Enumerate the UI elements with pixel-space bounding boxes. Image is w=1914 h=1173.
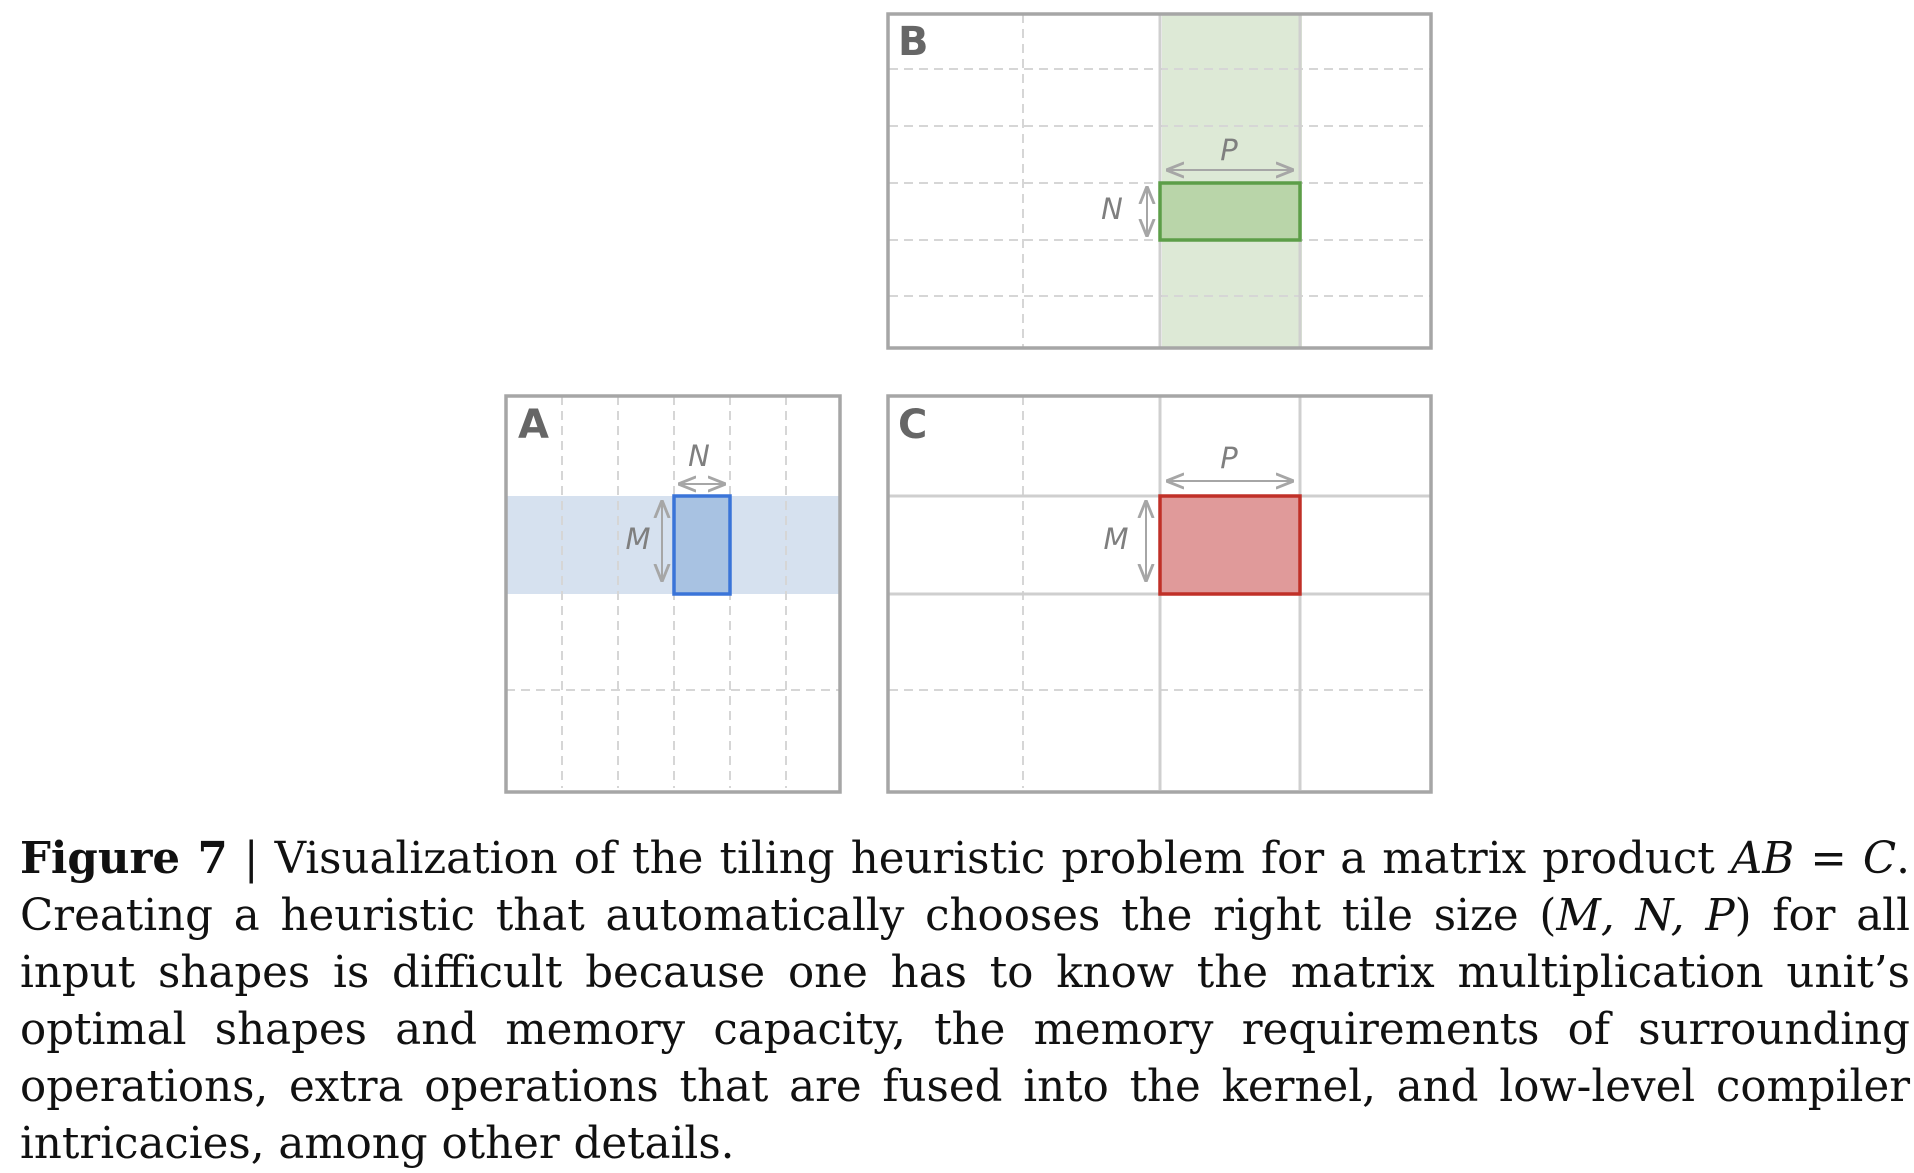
figure-number: Figure 7 xyxy=(20,833,228,884)
matrix-a-m-label: M xyxy=(625,522,651,556)
caption-equation: AB = C xyxy=(1730,834,1897,884)
caption-text-3: ) for all input shapes is difficult because one has to know the matrix multiplication unit’s optimal shapes and memory capacity, the memory requirements of surrounding operations, extra operations that are fused into the kernel, and low-level compiler intricacies, among other details. xyxy=(20,891,1911,1169)
matrix-c-tile xyxy=(1160,496,1300,594)
matrix-b-tile xyxy=(1160,183,1300,240)
matrix-b-n-label: N xyxy=(1101,192,1123,226)
caption-separator: | xyxy=(227,834,275,884)
caption-text-1: Visualization of the tiling heuristic problem for a matrix product xyxy=(274,834,1731,884)
matrix-a-n-label: N xyxy=(688,439,710,473)
matrix-b-p-label: P xyxy=(1220,133,1238,167)
caption-tile-size: M, N, P xyxy=(1556,891,1735,941)
matrix-b-column-band xyxy=(1162,14,1302,348)
matrix-c-m-label: M xyxy=(1103,522,1129,556)
matrix-c xyxy=(888,396,1431,792)
matrix-a-tile xyxy=(674,496,730,594)
matrix-a xyxy=(506,396,840,792)
matrix-b xyxy=(888,14,1431,348)
matrix-b-label: B xyxy=(898,19,929,65)
matrix-c-p-label: P xyxy=(1220,441,1238,475)
matrix-c-label: C xyxy=(898,402,928,448)
figure-caption xyxy=(20,830,1910,1173)
matrix-a-label: A xyxy=(518,402,549,448)
caption-text-2: . Creating a heuristic that automatically chooses the right tile size ( xyxy=(20,834,1910,941)
